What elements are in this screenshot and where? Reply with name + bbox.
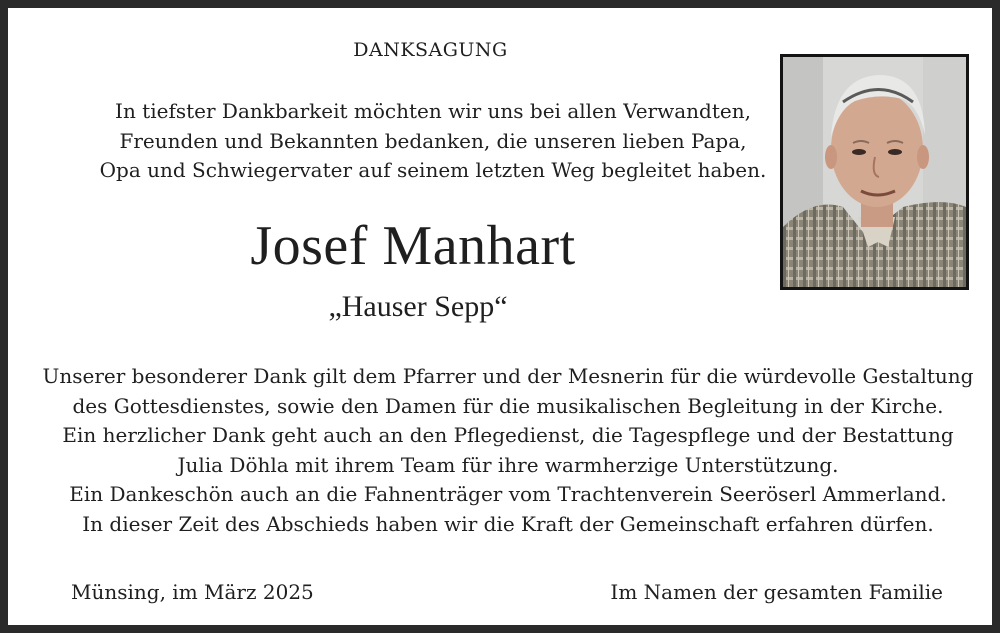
intro-line: Freunden und Bekannten bedanken, die unseren lieben Papa, [119, 128, 747, 153]
body-line: Julia Döhla mit ihrem Team für ihre warmherzige Unterstützung. [177, 452, 839, 477]
deceased-name: Josef Manhart [250, 215, 576, 277]
deceased-nickname: „Hauser Sepp“ [328, 290, 508, 323]
body-line: Unserer besonderer Dank gilt dem Pfarrer und der Mesnerin für die würdevolle Gestaltung [42, 364, 974, 388]
body-line: Ein Dankeschön auch an die Fahnenträger vom Trachtenverein Seeröserl Ammerland. [69, 482, 947, 506]
body-line: Ein herzlicher Dank geht auch an den Pflegedienst, die Tagespflege und der Bestattung [62, 423, 954, 447]
body-line: des Gottesdienstes, sowie den Damen für die musikalischen Begleitung in der Kirche. [72, 393, 944, 418]
acknowledgement-paragraph [22, 362, 994, 539]
body-line: In dieser Zeit des Abschieds haben wir die Kraft der Gemeinschaft erfahren dürfen. [82, 511, 934, 536]
notice-heading: DANKSAGUNG [353, 39, 508, 61]
family-signature: Im Namen der gesamten Familie [610, 580, 943, 604]
portrait-photo [780, 54, 969, 290]
intro-paragraph [48, 97, 818, 186]
place-date: Münsing, im März 2025 [71, 580, 314, 604]
intro-line: Opa und Schwiegervater auf seinem letzten Weg begleitet haben. [99, 158, 767, 182]
intro-line: In tiefster Dankbarkeit möchten wir uns bei allen Verwandten, [115, 99, 751, 123]
